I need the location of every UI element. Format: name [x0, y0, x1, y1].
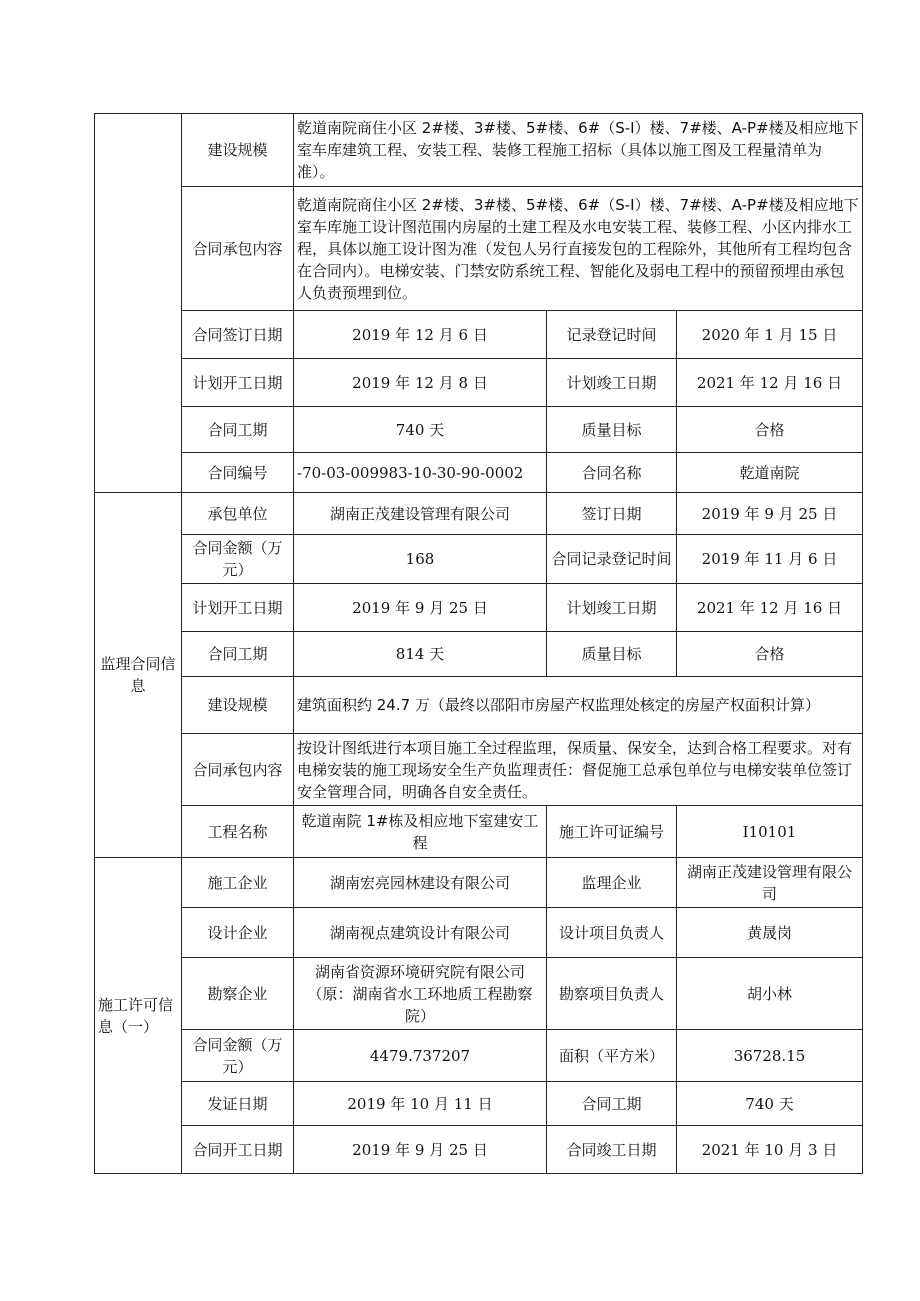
info-table — [94, 113, 863, 1174]
sup-contract-scope-label: 合同承包内容 — [182, 734, 294, 806]
sup-plan-start-value: 2019 年 9 月 25 日 — [294, 584, 547, 632]
sup-contract-name-label: 合同名称 — [547, 453, 677, 493]
permit-amount-value: 4479.737207 — [294, 1030, 547, 1082]
sup-duration-value: 814 天 — [294, 632, 547, 677]
duration-value: 740 天 — [294, 407, 547, 453]
permit-project-name-label: 工程名称 — [182, 806, 294, 858]
permit-survey-lead-label: 勘察项目负责人 — [547, 958, 677, 1030]
permit-designer-value: 湖南视点建筑设计有限公司 — [294, 908, 547, 958]
permit-no-label: 施工许可证编号 — [547, 806, 677, 858]
build-scale-label: 建设规模 — [182, 114, 294, 187]
record-time-label: 记录登记时间 — [547, 311, 677, 359]
permit-finish-date-value: 2021 年 10 月 3 日 — [677, 1126, 863, 1174]
sup-record-time-value: 2019 年 11 月 6 日 — [677, 535, 863, 584]
permit-issue-date-label: 发证日期 — [182, 1082, 294, 1126]
permit-no-value: I10101 — [677, 806, 863, 858]
permit-designer-label: 设计企业 — [182, 908, 294, 958]
sup-duration-label: 合同工期 — [182, 632, 294, 677]
permit-duration-label: 合同工期 — [547, 1082, 677, 1126]
sup-plan-start-label: 计划开工日期 — [182, 584, 294, 632]
sup-contractor-value: 湖南正茂建设管理有限公司 — [294, 493, 547, 535]
permit-area-value: 36728.15 — [677, 1030, 863, 1082]
sign-date-label: 合同签订日期 — [182, 311, 294, 359]
record-time-value: 2020 年 1 月 15 日 — [677, 311, 863, 359]
sign-date-value: 2019 年 12 月 6 日 — [294, 311, 547, 359]
plan-start-label: 计划开工日期 — [182, 359, 294, 407]
permit-surveyor-value: 湖南省资源环境研究院有限公司（原：湖南省水工环地质工程勘察院） — [294, 958, 547, 1030]
permit-supervisor-label: 监理企业 — [547, 858, 677, 908]
permit-start-date-value: 2019 年 9 月 25 日 — [294, 1126, 547, 1174]
plan-finish-value: 2021 年 12 月 16 日 — [677, 359, 863, 407]
sup-sign-date-value: 2019 年 9 月 25 日 — [677, 493, 863, 535]
sup-quality-label: 质量目标 — [547, 632, 677, 677]
permit-project-name-value: 乾道南院 1#栋及相应地下室建安工程 — [294, 806, 547, 858]
permit-finish-date-label: 合同竣工日期 — [547, 1126, 677, 1174]
sup-contract-no-label: 合同编号 — [182, 453, 294, 493]
permit-design-lead-value: 黄晟岗 — [677, 908, 863, 958]
sup-sign-date-label: 签订日期 — [547, 493, 677, 535]
permit-builder-label: 施工企业 — [182, 858, 294, 908]
sup-plan-finish-label: 计划竣工日期 — [547, 584, 677, 632]
permit-supervisor-value: 湖南正茂建设管理有限公司 — [677, 858, 863, 908]
sup-build-scale-label: 建设规模 — [182, 677, 294, 734]
sup-record-time-label: 合同记录登记时间 — [547, 535, 677, 584]
contract-scope-label: 合同承包内容 — [182, 187, 294, 311]
permit-survey-lead-value: 胡小林 — [677, 958, 863, 1030]
sup-amount-label: 合同金额（万元） — [182, 535, 294, 584]
sup-contract-name-value: 乾道南院 — [677, 453, 863, 493]
permit-design-lead-label: 设计项目负责人 — [547, 908, 677, 958]
permit-area-label: 面积（平方米） — [547, 1030, 677, 1082]
plan-finish-label: 计划竣工日期 — [547, 359, 677, 407]
permit-amount-label: 合同金额（万元） — [182, 1030, 294, 1082]
contract-scope-value: 乾道南院商住小区 2#楼、3#楼、5#楼、6#（S-I）楼、7#楼、A-P#楼及相应地下室车库施工设计图范围内房屋的土建工程及水电安装工程、装修工程、小区内排水工程，具体以施工设计图为准（发包人另行直接发包的工程除外，其他所有工程均包含在合同内）。电梯安装、门禁安防系统工程、智能化及弱电工程中的预留预埋由承包人负责预埋到位。 — [294, 187, 863, 311]
duration-label: 合同工期 — [182, 407, 294, 453]
sup-contract-no-value: -70-03-009983-10-30-90-0002 — [294, 453, 547, 493]
permit-builder-value: 湖南宏亮园林建设有限公司 — [294, 858, 547, 908]
build-scale-value: 乾道南院商住小区 2#楼、3#楼、5#楼、6#（S-I）楼、7#楼、A-P#楼及相应地下室车库建筑工程、安装工程、装修工程施工招标（具体以施工图及工程量清单为准）。 — [294, 114, 863, 187]
permit-surveyor-label: 勘察企业 — [182, 958, 294, 1030]
sup-quality-value: 合格 — [677, 632, 863, 677]
sup-plan-finish-value: 2021 年 12 月 16 日 — [677, 584, 863, 632]
sup-contract-scope-value: 按设计图纸进行本项目施工全过程监理，保质量、保安全，达到合格工程要求。对有电梯安装的施工现场安全生产负监理责任：督促施工总承包单位与电梯安装单位签订安全管理合同，明确各自安全责任。 — [294, 734, 863, 806]
sup-build-scale-value: 建筑面积约 24.7 万（最终以邵阳市房屋产权监理处核定的房屋产权面积计算） — [294, 677, 863, 734]
plan-start-value: 2019 年 12 月 8 日 — [294, 359, 547, 407]
sup-contractor-label: 承包单位 — [182, 493, 294, 535]
permit-duration-value: 740 天 — [677, 1082, 863, 1126]
permit-group-label: 施工许可信息（一） — [95, 858, 182, 1174]
supervision-group-label: 监理合同信息 — [95, 493, 182, 858]
quality-label: 质量目标 — [547, 407, 677, 453]
permit-start-date-label: 合同开工日期 — [182, 1126, 294, 1174]
permit-issue-date-value: 2019 年 10 月 11 日 — [294, 1082, 547, 1126]
quality-value: 合格 — [677, 407, 863, 453]
construction-contract-group — [95, 114, 182, 493]
sup-amount-value: 168 — [294, 535, 547, 584]
